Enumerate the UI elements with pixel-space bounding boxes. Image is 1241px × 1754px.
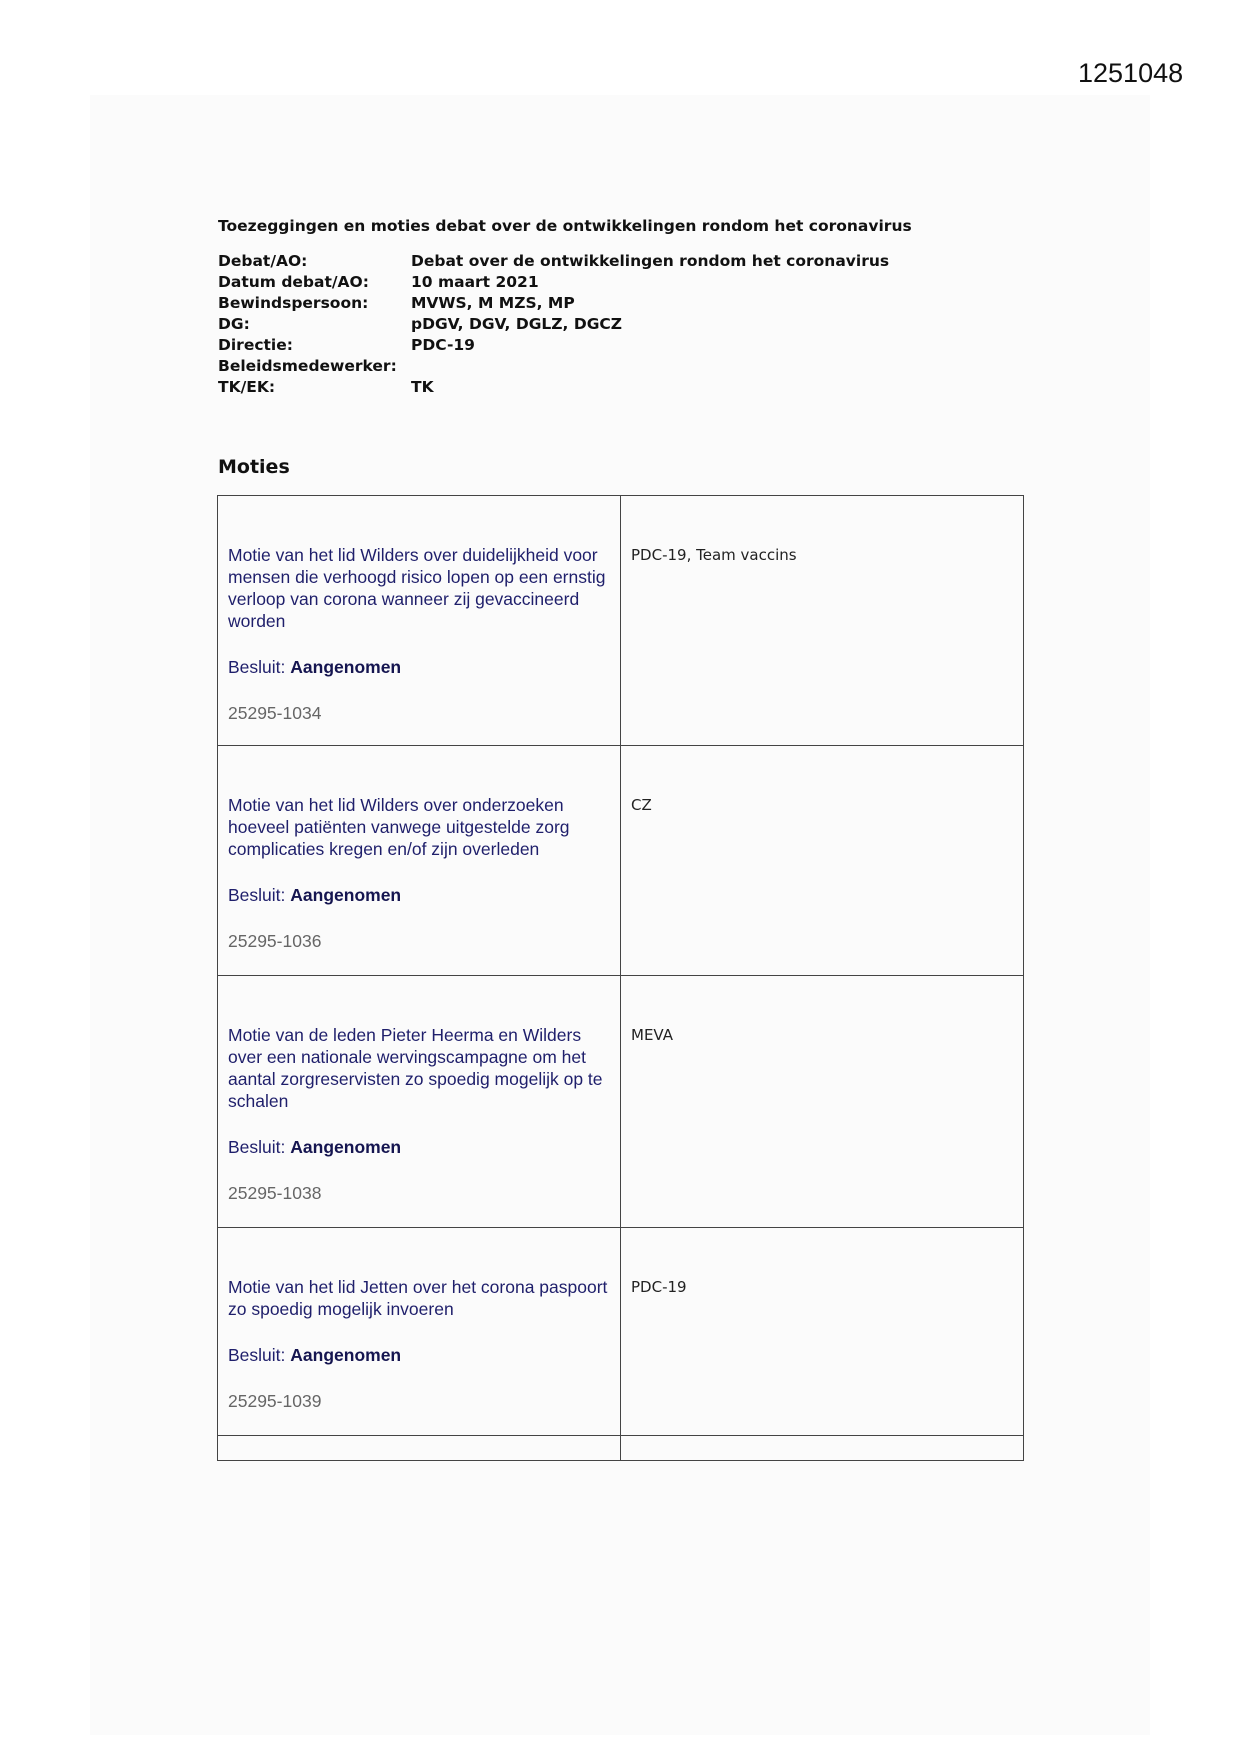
besluit-label: Besluit: xyxy=(228,657,286,677)
meta-label: TK/EK: xyxy=(218,378,276,396)
motie-cell xyxy=(218,496,621,746)
motie-cell xyxy=(218,746,621,976)
owner-text: CZ xyxy=(631,796,652,814)
meta-value: pDGV, DGV, DGLZ, DGCZ xyxy=(411,315,623,333)
meta-value: TK xyxy=(411,378,434,396)
owner-cell xyxy=(621,746,1024,976)
motie-cell xyxy=(218,1228,621,1436)
besluit xyxy=(228,1136,610,1158)
besluit xyxy=(228,656,610,678)
owner-text: PDC-19 xyxy=(631,1278,687,1296)
moties-table xyxy=(217,495,1024,1461)
motie-id: 25295-1036 xyxy=(228,931,322,951)
document-title: Toezeggingen en moties debat over de ontwikkelingen rondom het coronavirus xyxy=(218,217,912,235)
meta-row-datum xyxy=(218,272,889,293)
meta-label: Datum debat/AO: xyxy=(218,273,369,291)
besluit-value: Aangenomen xyxy=(290,885,402,905)
motie-id: 25295-1034 xyxy=(228,703,322,723)
empty-cell xyxy=(621,1436,1024,1461)
motie-cell xyxy=(218,976,621,1228)
motie-text: Motie van het lid Jetten over het corona paspoort zo spoedig mogelijk invoeren xyxy=(228,1277,608,1319)
besluit xyxy=(228,1344,610,1366)
meta-row-debat xyxy=(218,251,889,272)
besluit-label: Besluit: xyxy=(228,885,286,905)
meta-value: MVWS, M MZS, MP xyxy=(411,294,575,312)
table-row xyxy=(218,976,1024,1228)
empty-table-row xyxy=(218,1436,1024,1461)
meta-label: DG: xyxy=(218,315,250,333)
meta-value: 10 maart 2021 xyxy=(411,273,539,291)
meta-row-beleidsmedewerker xyxy=(218,356,889,377)
owner-text: PDC-19, Team vaccins xyxy=(631,546,797,564)
owner-text: MEVA xyxy=(631,1026,673,1044)
besluit xyxy=(228,884,610,906)
besluit-label: Besluit: xyxy=(228,1345,286,1365)
meta-label: Debat/AO: xyxy=(218,252,308,270)
besluit-value: Aangenomen xyxy=(290,657,402,677)
owner-cell xyxy=(621,976,1024,1228)
table-row xyxy=(218,746,1024,976)
meta-label: Directie: xyxy=(218,336,293,354)
motie-id: 25295-1039 xyxy=(228,1391,322,1411)
table-row xyxy=(218,496,1024,746)
document-number: 1251048 xyxy=(1078,58,1184,88)
motie-text: Motie van het lid Wilders over onderzoeken hoeveel patiënten vanwege uitgestelde zorg complicaties kregen en/of zijn overleden xyxy=(228,795,570,859)
owner-cell xyxy=(621,1228,1024,1436)
meta-value: PDC-19 xyxy=(411,336,475,354)
besluit-value: Aangenomen xyxy=(290,1345,402,1365)
meta-row-directie xyxy=(218,335,889,356)
meta-row-dg xyxy=(218,314,889,335)
empty-cell xyxy=(218,1436,621,1461)
motie-id: 25295-1038 xyxy=(228,1183,322,1203)
motie-text: Motie van het lid Wilders over duidelijkheid voor mensen die verhoogd risico lopen op een ernstig verloop van corona wanneer zij gevaccineerd worden xyxy=(228,545,606,631)
besluit-label: Besluit: xyxy=(228,1137,286,1157)
metadata-block xyxy=(218,251,889,398)
meta-row-bewindspersoon xyxy=(218,293,889,314)
besluit-value: Aangenomen xyxy=(290,1137,402,1157)
meta-label: Bewindspersoon: xyxy=(218,294,369,312)
meta-value: Debat over de ontwikkelingen rondom het coronavirus xyxy=(411,252,890,270)
table-row xyxy=(218,1228,1024,1436)
owner-cell xyxy=(621,496,1024,746)
meta-label: Beleidsmedewerker: xyxy=(218,357,397,375)
section-title-moties: Moties xyxy=(218,456,290,478)
motie-text: Motie van de leden Pieter Heerma en Wilders over een nationale wervingscampagne om het aantal zorgreservisten zo spoedig mogelijk op te schalen xyxy=(228,1025,603,1111)
meta-row-tk-ek xyxy=(218,377,889,398)
